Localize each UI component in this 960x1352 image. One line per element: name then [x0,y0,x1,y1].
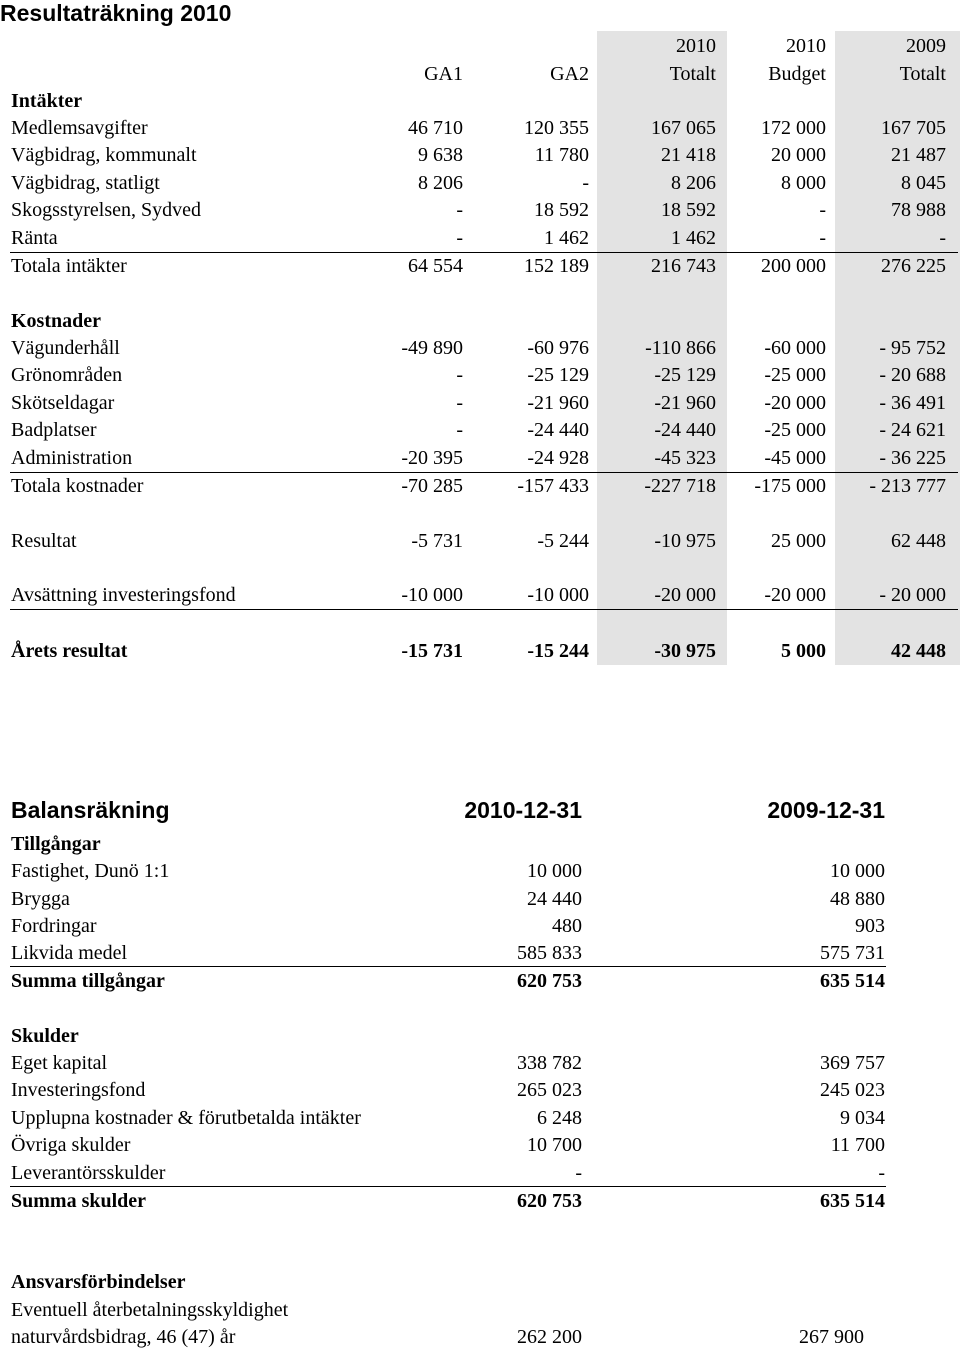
debt-heading-label: Skulder [11,1025,79,1047]
ga2-value: -60 976 [527,337,589,359]
header-ga2: GA2 [550,63,589,85]
table-row [0,115,960,142]
ga1-value: -10 000 [401,584,463,606]
assets-total-row [0,968,960,995]
value-2009: 11 700 [830,1134,885,1156]
total-2009-value: - 95 752 [879,337,946,359]
header-year-row [0,33,960,60]
value-2010: - [575,1162,582,1184]
total-2010-value: -227 718 [644,475,716,497]
total-2009-value: 62 448 [891,530,946,552]
ga1-value: - [456,199,463,221]
ga2-value: -10 000 [527,584,589,606]
assets-heading-label: Tillgångar [11,833,101,855]
total-2010-value: -25 129 [654,364,716,386]
row-label: Vägbidrag, kommunalt [11,144,197,166]
assets-total-rule [10,966,886,967]
assets-heading [0,831,960,858]
row-label: Investeringsfond [11,1079,146,1101]
ga2-value: 152 189 [524,255,589,277]
ga1-value: 46 710 [408,117,463,139]
table-row [0,1077,960,1104]
value-2010: 620 753 [517,970,582,992]
value-2010: 620 753 [517,1190,582,1212]
row-label: Medlemsavgifter [11,117,148,139]
table-row [0,886,960,913]
allocation-row [0,582,960,609]
contingent-row [0,1324,960,1351]
debt-heading [0,1023,960,1050]
balance-header [0,794,960,826]
table-row [0,1160,960,1187]
value-2009: 48 880 [830,888,885,910]
ga1-value: -20 395 [401,447,463,469]
ga2-value: -24 440 [527,419,589,441]
ga2-value: 120 355 [524,117,589,139]
revenue-heading [0,88,960,115]
row-label: Brygga [11,888,70,910]
ga2-value: -21 960 [527,392,589,414]
total-2009-value: 78 988 [891,199,946,221]
total-2010-value: 1 462 [671,227,716,249]
balance-col-2010: 2010-12-31 [464,797,582,823]
table-row [0,417,960,444]
budget-2010-value: 200 000 [761,255,826,277]
total-2009-value: 8 045 [901,172,946,194]
value-2010: 6 248 [537,1107,582,1129]
header-2010-totalt: Totalt [669,63,716,85]
contingent-line-label: Eventuell återbetalningsskyldighet [11,1299,289,1321]
total-2010-value: -10 975 [654,530,716,552]
total-2009-value: 167 705 [881,117,946,139]
total-2010-value: 8 206 [671,172,716,194]
table-row [0,362,960,389]
budget-2010-value: 172 000 [761,117,826,139]
balance-title: Balansräkning [11,797,170,823]
row-label: naturvårdsbidrag, 46 (47) år [11,1326,236,1348]
table-row [0,940,960,967]
value-2009: 635 514 [820,1190,885,1212]
row-label: Ränta [11,227,58,249]
debt-total-row [0,1188,960,1215]
budget-2010-value: -25 000 [764,419,826,441]
header-2009-totalt: Totalt [899,63,946,85]
row-label: Fordringar [11,915,97,937]
value-2009: - [878,1162,885,1184]
header-2010-budget: Budget [768,63,826,85]
row-label: Årets resultat [11,640,128,662]
row-label: Övriga skulder [11,1134,131,1156]
value-2009: 635 514 [820,970,885,992]
value-2010: 10 700 [527,1134,582,1156]
row-label: Resultat [11,530,77,552]
table-row [0,1132,960,1159]
ga2-value: - [582,172,589,194]
header-ga1: GA1 [424,63,463,85]
table-row [0,335,960,362]
budget-2010-value: - [819,227,826,249]
ga2-value: 18 592 [534,199,589,221]
budget-2010-value: -175 000 [754,475,826,497]
table-row [0,390,960,417]
ga1-value: - [456,419,463,441]
balance-col-2009: 2009-12-31 [767,797,885,823]
value-2009: 245 023 [820,1079,885,1101]
value-2010: 24 440 [527,888,582,910]
header-2009-totalt-year: 2009 [906,35,946,57]
row-label: Grönområden [11,364,123,386]
total-2010-value: 216 743 [651,255,716,277]
row-label: Totala kostnader [11,475,144,497]
table-row [0,913,960,940]
total-2009-value: - 20 000 [879,584,946,606]
ga2-value: -15 244 [527,640,589,662]
table-row [0,142,960,169]
total-2010-value: 21 418 [661,144,716,166]
value-2009: 903 [855,915,885,937]
total-2009-value: 276 225 [881,255,946,277]
total-2010-value: 18 592 [661,199,716,221]
total-2010-value: -45 323 [654,447,716,469]
total-2009-value: - 36 491 [879,392,946,414]
table-row [0,170,960,197]
income-statement-title: Resultaträkning 2010 [0,0,232,26]
cost-heading-label: Kostnader [11,310,101,332]
row-label: Vägbidrag, statligt [11,172,160,194]
revenue-heading-label: Intäkter [11,90,83,112]
budget-2010-value: -20 000 [764,584,826,606]
header-2010-budget-year: 2010 [786,35,826,57]
table-row [0,225,960,252]
ga1-value: -70 285 [401,475,463,497]
row-label: Administration [11,447,133,469]
contingent-heading-label: Ansvarsförbindelser [11,1271,186,1293]
total-2009-value: - 20 688 [879,364,946,386]
row-label: Summa skulder [11,1190,147,1212]
value-2010: 338 782 [517,1052,582,1074]
ga1-value: 9 638 [418,144,463,166]
debt-total-rule [10,1186,886,1187]
total-2010-value: -30 975 [654,640,716,662]
table-row [0,858,960,885]
contingent-line [0,1297,960,1324]
value-2009: 267 900 [799,1326,864,1348]
total-2010-value: -24 440 [654,419,716,441]
budget-2010-value: 25 000 [771,530,826,552]
row-label: Fastighet, Dunö 1:1 [11,860,170,882]
ga1-value: - [456,227,463,249]
value-2009: 575 731 [820,942,885,964]
value-2010: 10 000 [527,860,582,882]
table-row [0,1105,960,1132]
ga2-value: -5 244 [537,530,589,552]
total-2009-value: - 24 621 [879,419,946,441]
budget-2010-value: - [819,199,826,221]
ga1-value: 8 206 [418,172,463,194]
ga1-value: -49 890 [401,337,463,359]
header-2010-totalt-year: 2010 [676,35,716,57]
ga1-value: -15 731 [401,640,463,662]
ga2-value: -157 433 [517,475,589,497]
ga2-value: -25 129 [527,364,589,386]
row-label: Skogsstyrelsen, Sydved [11,199,201,221]
year-result-row [0,638,960,665]
total-2009-value: - 213 777 [869,475,946,497]
budget-2010-value: -60 000 [764,337,826,359]
value-2010: 480 [552,915,582,937]
total-2010-value: -110 866 [645,337,716,359]
ga1-value: -5 731 [411,530,463,552]
row-label: Badplatser [11,419,97,441]
allocation-rule [10,609,958,610]
result-row [0,528,960,555]
budget-2010-value: 8 000 [781,172,826,194]
ga1-value: - [456,392,463,414]
row-label: Skötseldagar [11,392,115,414]
row-label: Vägunderhåll [11,337,120,359]
cost-heading [0,308,960,335]
header-label-row [0,61,960,88]
value-2010: 265 023 [517,1079,582,1101]
row-label: Summa tillgångar [11,970,165,992]
value-2009: 369 757 [820,1052,885,1074]
ga1-value: 64 554 [408,255,463,277]
table-row [0,445,960,472]
table-row [0,1050,960,1077]
total-2010-value: 167 065 [651,117,716,139]
budget-2010-value: -20 000 [764,392,826,414]
table-row [0,197,960,224]
revenue-total-row [0,253,960,280]
budget-2010-value: -25 000 [764,364,826,386]
row-label: Likvida medel [11,942,128,964]
total-2009-value: - [939,227,946,249]
cost-total-row [0,473,960,500]
ga2-value: 11 780 [534,144,589,166]
row-label: Avsättning investeringsfond [11,584,236,606]
row-label: Totala intäkter [11,255,127,277]
total-2009-value: 42 448 [891,640,946,662]
budget-2010-value: -45 000 [764,447,826,469]
ga1-value: - [456,364,463,386]
value-2009: 10 000 [830,860,885,882]
row-label: Eget kapital [11,1052,108,1074]
total-2010-value: -20 000 [654,584,716,606]
total-2009-value: - 36 225 [879,447,946,469]
value-2009: 9 034 [840,1107,885,1129]
budget-2010-value: 5 000 [781,640,826,662]
budget-2010-value: 20 000 [771,144,826,166]
total-2010-value: -21 960 [654,392,716,414]
value-2010: 585 833 [517,942,582,964]
ga2-value: 1 462 [544,227,589,249]
ga2-value: -24 928 [527,447,589,469]
contingent-heading [0,1269,960,1296]
value-2010: 262 200 [517,1326,582,1348]
row-label: Leverantörsskulder [11,1162,166,1184]
total-2009-value: 21 487 [891,144,946,166]
row-label: Upplupna kostnader & förutbetalda intäkter [11,1107,361,1129]
